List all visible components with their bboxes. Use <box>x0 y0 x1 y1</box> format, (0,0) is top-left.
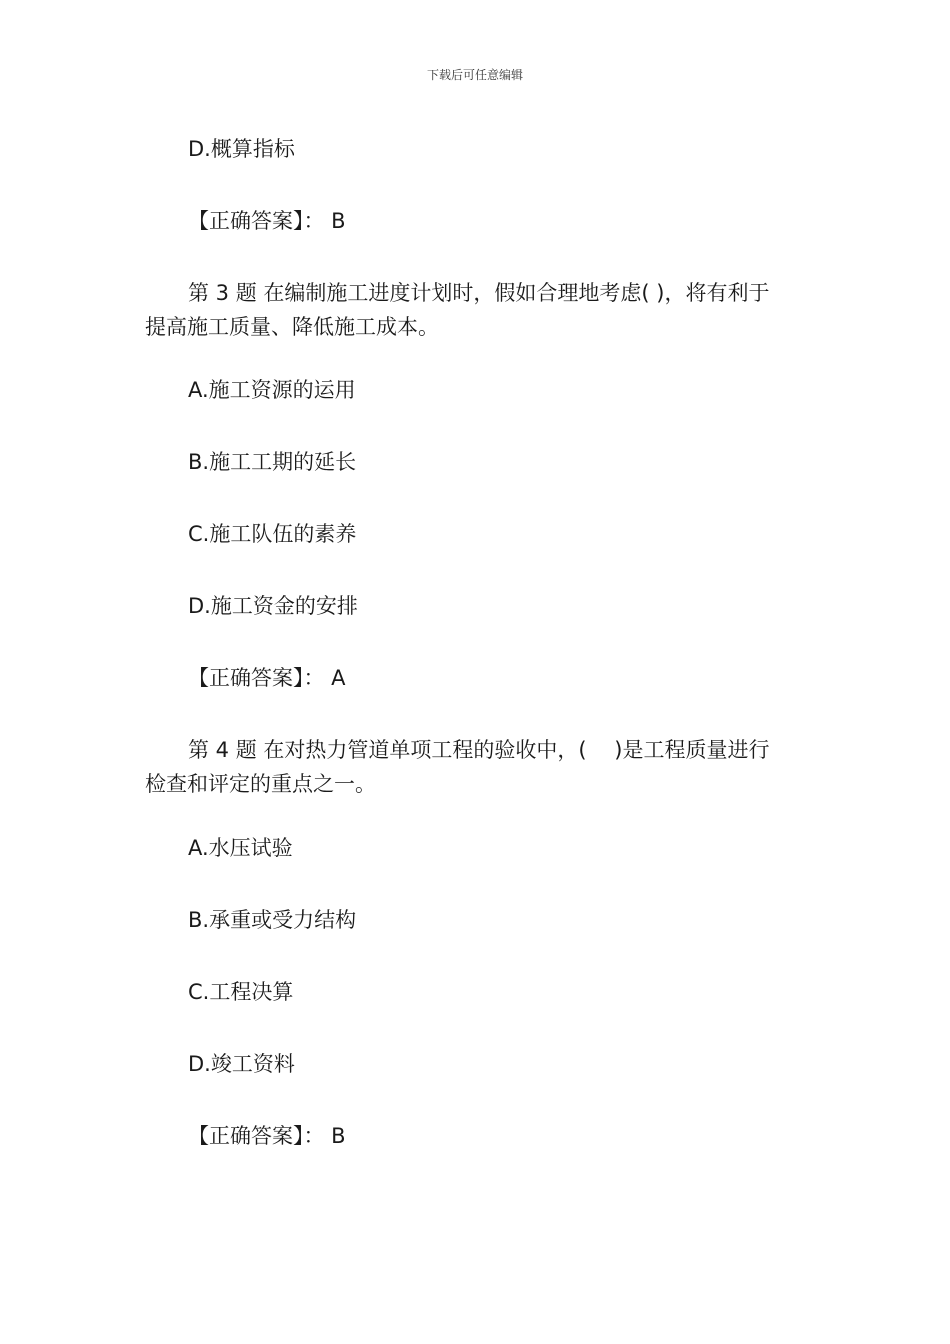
q4-option-a: A.水压试验 <box>188 836 293 860</box>
page-header: 下载后可任意编辑 <box>426 68 523 82</box>
q4-answer: 【正确答案】： B <box>188 1124 346 1148</box>
q4-option-d: D.竣工资料 <box>188 1052 295 1076</box>
q3-option-d: D.施工资金的安排 <box>188 594 358 618</box>
q3-stem-line2: 提高施工质量、降低施工成本。 <box>145 315 439 339</box>
q4-stem-line2: 检查和评定的重点之一。 <box>145 772 376 796</box>
q4-option-b: B.承重或受力结构 <box>188 908 357 932</box>
q3-stem-line1: 第 3 题 在编制施工进度计划时，假如合理地考虑( )，将有利于 <box>188 281 770 305</box>
q4-stem-line1: 第 4 题 在对热力管道单项工程的验收中，( )是工程质量进行 <box>188 738 770 762</box>
q4-option-c: C.工程决算 <box>188 980 294 1004</box>
q3-answer: 【正确答案】： A <box>188 666 346 690</box>
q3-option-c: C.施工队伍的素养 <box>188 522 357 546</box>
q3-option-a: A.施工资源的运用 <box>188 378 356 402</box>
q3-stem <box>145 276 805 344</box>
q2-option-d: D.概算指标 <box>188 137 295 161</box>
q4-stem <box>145 733 805 801</box>
q2-answer: 【正确答案】： B <box>188 209 346 233</box>
q3-option-b: B.施工工期的延长 <box>188 450 357 474</box>
